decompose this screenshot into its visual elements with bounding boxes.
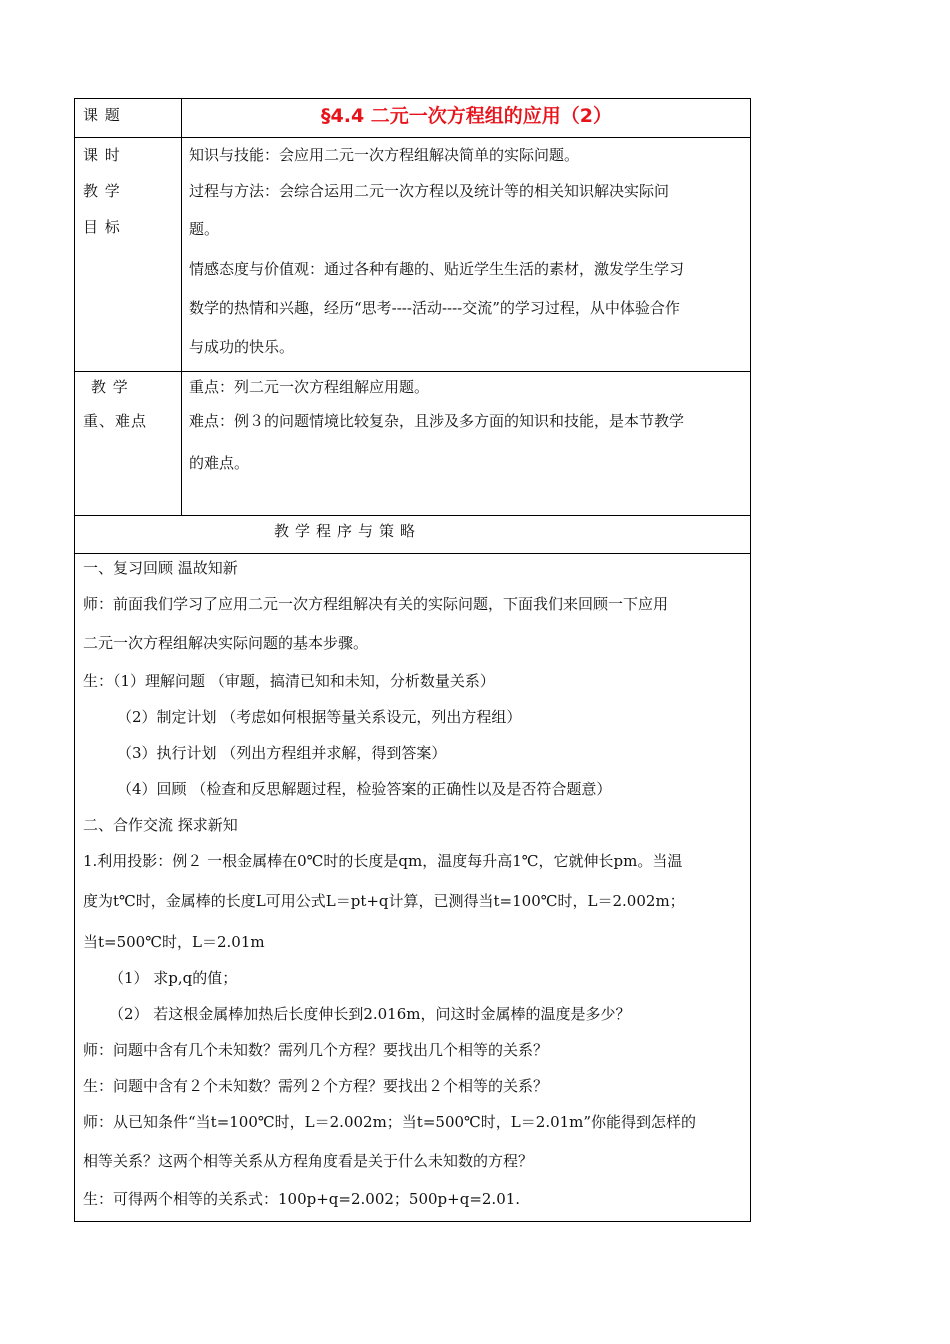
procedure-line: 生：（1）理解问题 （审题，搞清已知和未知，分析数量关系）: [83, 672, 495, 690]
procedure-line: 生：可得两个相等的关系式：100p+q=2.002；500p+q=2.01.: [83, 1190, 521, 1208]
focus-label: 教 学: [91, 378, 129, 396]
procedure-line: 度为t℃时，金属棒的长度L可用公式L＝pt+q计算，已测得当t=100℃时，L＝2.002m；: [83, 892, 685, 910]
goals-line: 数学的热情和兴趣，经历“思考----活动----交流”的学习过程，从中体验合作: [189, 299, 680, 317]
goals-label: 目 标: [83, 218, 121, 236]
procedure-line: （3）执行计划 （列出方程组并求解，得到答案）: [117, 744, 447, 762]
goals-label: 教 学: [83, 182, 121, 200]
row-divider: [75, 553, 750, 554]
procedure-line: 当t=500℃时，L＝2.01m: [83, 933, 265, 951]
goals-line: 题。: [189, 220, 220, 238]
procedure-line: 1.利用投影：例２ 一根金属棒在0℃时的长度是qm，温度每升高1℃，它就伸长pm。当温: [83, 852, 683, 870]
procedure-line: （2） 若这根金属棒加热后长度伸长到2.016m，问这时金属棒的温度是多少？: [109, 1005, 631, 1023]
goals-line: 过程与方法：会综合运用二元一次方程以及统计等的相关知识解决实际问: [189, 182, 670, 200]
page-title: §4.4 二元一次方程组的应用（2）: [321, 105, 612, 127]
subject-label: 课 题: [83, 106, 121, 124]
procedure-line: 师：从已知条件“当t=100℃时，L＝2.002m；当t=500℃时，L＝2.01m”你能得到怎样的: [83, 1113, 697, 1131]
column-divider: [181, 99, 182, 515]
lesson-plan-table: [74, 98, 751, 1222]
row-divider: [75, 515, 750, 516]
goals-line: 情感态度与价值观：通过各种有趣的、贴近学生生活的素材，激发学生学习: [189, 260, 685, 278]
procedure-line: 师：前面我们学习了应用二元一次方程组解决有关的实际问题，下面我们来回顾一下应用: [83, 595, 669, 613]
focus-line: 难点：例３的问题情境比较复杂，且涉及多方面的知识和技能，是本节教学: [189, 412, 685, 430]
procedure-line: 二元一次方程组解决实际问题的基本步骤。: [83, 634, 369, 652]
focus-label: 重、难点: [83, 412, 148, 430]
focus-line: 的难点。: [189, 454, 250, 472]
procedure-line: 二、合作交流 探求新知: [83, 816, 238, 834]
procedure-line: 一、复习回顾 温故知新: [83, 559, 238, 577]
focus-line: 重点：列二元一次方程组解应用题。: [189, 378, 430, 396]
goals-label: 课 时: [83, 146, 121, 164]
procedure-line: （2）制定计划 （考虑如何根据等量关系设元，列出方程组）: [117, 708, 522, 726]
procedure-line: 师：问题中含有几个未知数？需列几个方程？要找出几个相等的关系？: [83, 1041, 549, 1059]
procedure-line: （1） 求p,q的值；: [109, 969, 238, 987]
row-divider: [75, 137, 750, 138]
procedure-line: 相等关系？这两个相等关系从方程角度看是关于什么未知数的方程？: [83, 1152, 534, 1170]
section-heading: 教学程序与策略: [273, 522, 421, 540]
row-divider: [75, 371, 750, 372]
goals-line: 知识与技能：会应用二元一次方程组解决简单的实际问题。: [189, 146, 580, 164]
goals-line: 与成功的快乐。: [189, 338, 295, 356]
procedure-line: 生：问题中含有２个未知数？需列２个方程？要找出２个相等的关系？: [83, 1077, 549, 1095]
procedure-line: （4）回顾 （检查和反思解题过程，检验答案的正确性以及是否符合题意）: [117, 780, 612, 798]
